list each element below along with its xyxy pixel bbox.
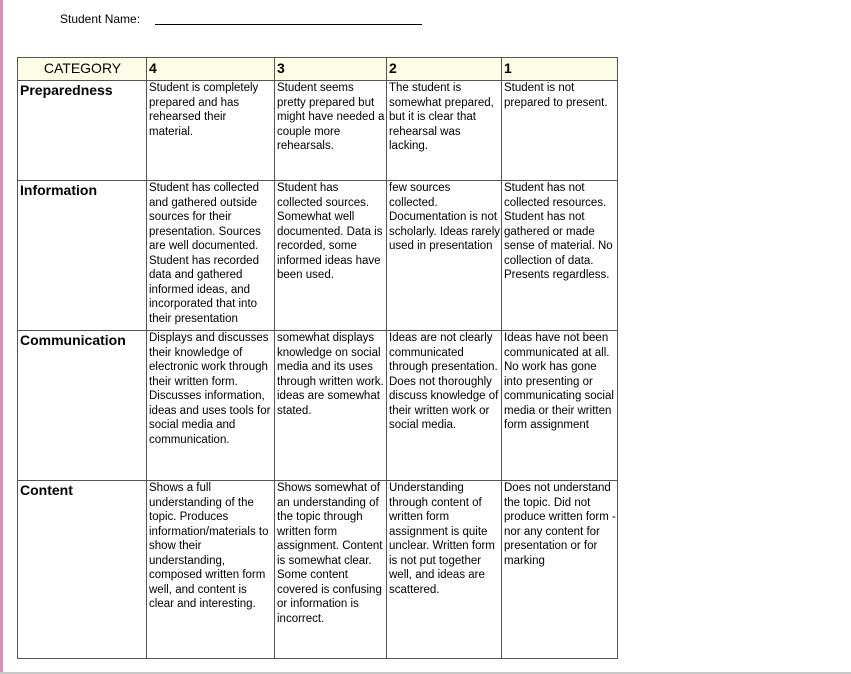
cell-information-4: Student has collected and gathered outside sources for their presentation. Sources are well documented. Student has recorded data and gathered informed ideas, and incorporated that into their presentation: [147, 181, 275, 331]
category-preparedness: Preparedness: [18, 81, 147, 181]
table-row-preparedness: [18, 81, 618, 181]
student-name-label: Student Name:: [60, 12, 141, 26]
cell-information-2: few sources collected. Documentation is not scholarly. Ideas rarely used in presentation: [387, 181, 502, 331]
score-header-1: 1: [502, 58, 618, 81]
cell-preparedness-2: The student is somewhat prepared, but it is clear that rehearsal was lacking.: [387, 81, 502, 181]
score-header-2: 2: [387, 58, 502, 81]
table-row-content: [18, 481, 618, 659]
cell-content-2: Understanding through content of written form assignment is quite unclear. Written form is not put together well, and ideas are scattered.: [387, 481, 502, 659]
cell-communication-2: Ideas are not clearly communicated through presentation. Does not thoroughly discuss knowledge of their written work or social media.: [387, 331, 502, 481]
category-information: Information: [18, 181, 147, 331]
category-communication: Communication: [18, 331, 147, 481]
cell-information-1: Student has not collected resources. Student has not gathered or made sense of material. No collection of data. Presents regardless.: [502, 181, 618, 331]
rubric-header-row: [18, 58, 618, 81]
cell-content-4: Shows a full understanding of the topic. Produces information/materials to show their understanding, composed written form well, and content is clear and interesting.: [147, 481, 275, 659]
page-left-border: [0, 0, 3, 674]
table-row-communication: [18, 331, 618, 481]
cell-communication-1: Ideas have not been communicated at all. No work has gone into presenting or communicating social media or their written form assignment: [502, 331, 618, 481]
cell-preparedness-1: Student is not prepared to present.: [502, 81, 618, 181]
table-row-information: [18, 181, 618, 331]
cell-preparedness-3: Student seems pretty prepared but might have needed a couple more rehearsals.: [275, 81, 387, 181]
score-header-3: 3: [275, 58, 387, 81]
cell-communication-3: somewhat displays knowledge on social media and its uses through written work. ideas are somewhat stated.: [275, 331, 387, 481]
category-header: CATEGORY: [18, 58, 147, 81]
cell-content-3: Shows somewhat of an understanding of the topic through written form assignment. Content is somewhat clear. Some content covered is confusing or information is incorrect.: [275, 481, 387, 659]
cell-communication-4: Displays and discusses their knowledge of electronic work through their written form. Discusses information, ideas and uses tools for social media and communication.: [147, 331, 275, 481]
category-content: Content: [18, 481, 147, 659]
cell-information-3: Student has collected sources. Somewhat well documented. Data is recorded, some informed ideas have been used.: [275, 181, 387, 331]
cell-content-1: Does not understand the topic. Did not produce written form - nor any content for presentation or for marking: [502, 481, 618, 659]
rubric-table: [17, 57, 618, 659]
student-name-blank: [155, 24, 422, 25]
cell-preparedness-4: Student is completely prepared and has rehearsed their material.: [147, 81, 275, 181]
score-header-4: 4: [147, 58, 275, 81]
